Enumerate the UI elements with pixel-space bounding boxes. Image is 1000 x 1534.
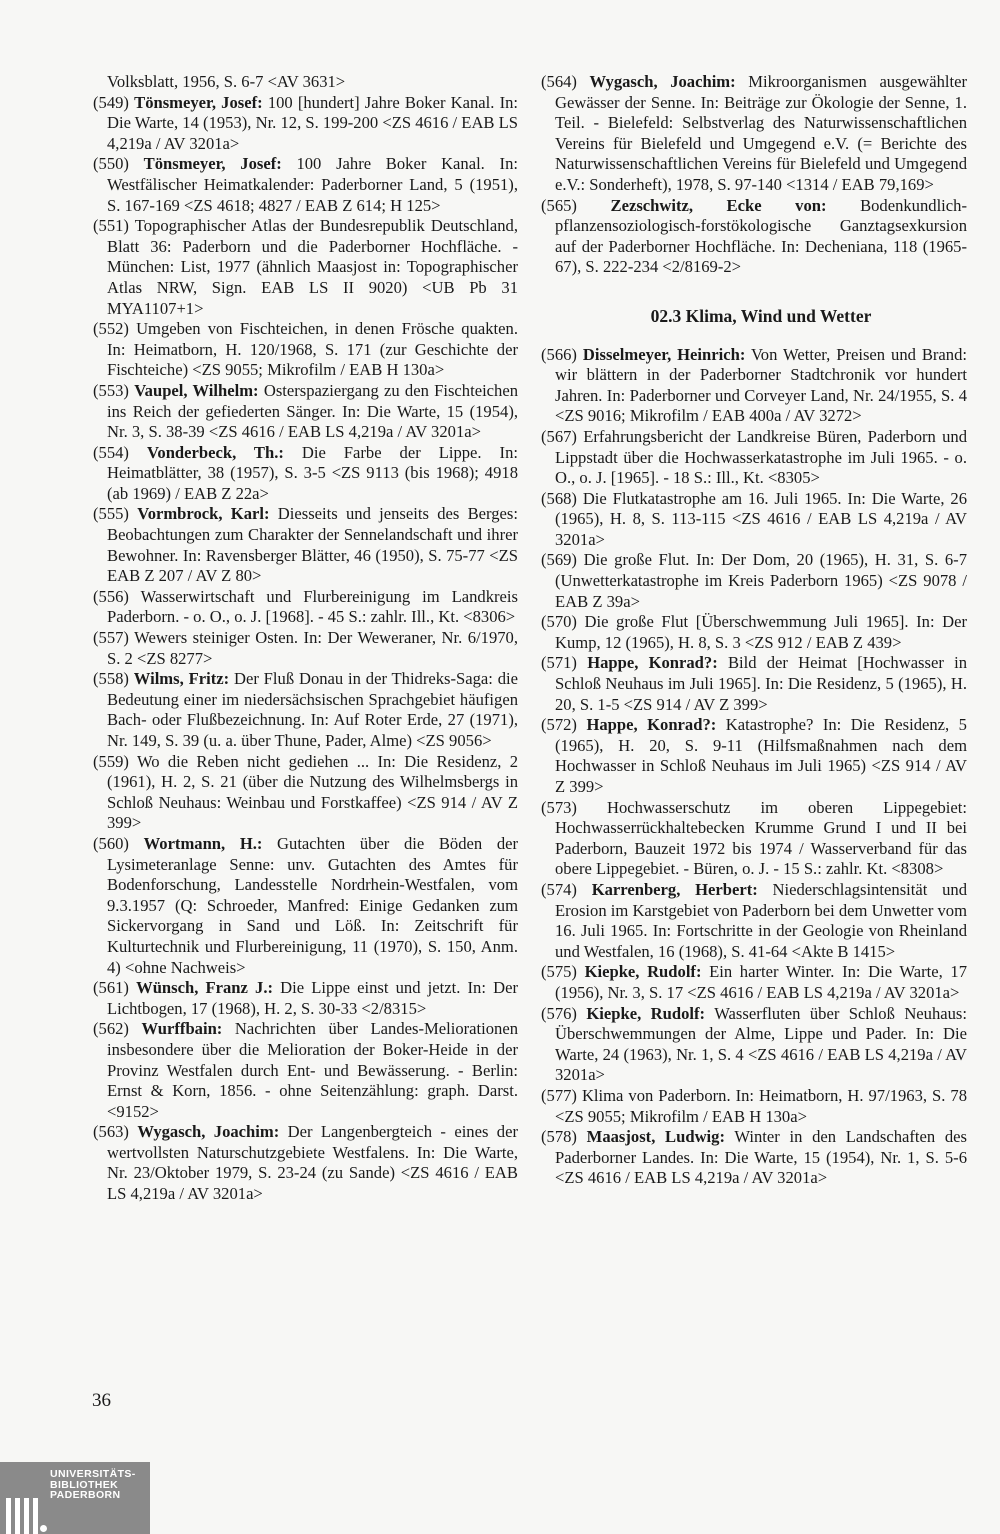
entry-number: (559) bbox=[93, 751, 129, 771]
entry-text: Katastrophe? In: Die Residenz, 5 (1965), H. 20, S. 9-11 (Hilfsmaßnahmen nach dem Hochwasser in Schloß Neuhaus im Juli 1965) <ZS 914 / AV Z 399> bbox=[555, 715, 967, 796]
bibliography-entry bbox=[93, 834, 518, 978]
footer bbox=[0, 1462, 1000, 1534]
entry-number: (558) bbox=[93, 669, 129, 689]
bibliography-entry bbox=[541, 962, 967, 1003]
entry-number: (550) bbox=[93, 154, 129, 174]
entry-number: (555) bbox=[93, 504, 129, 524]
entry-number: (568) bbox=[541, 488, 577, 508]
entry-author: Vaupel, Wilhelm: bbox=[134, 380, 259, 400]
bibliography-entry bbox=[93, 154, 518, 216]
entry-number: (576) bbox=[541, 1003, 577, 1023]
bibliography-entry bbox=[93, 381, 518, 443]
entry-number: (566) bbox=[541, 344, 577, 364]
entry-text: Diesseits und jenseits des Berges: Beobachtungen zum Charakter der Sennelandschaft und ihrer Bewohner. In: Ravensberger Blätter, 46 (1950), S. 75-77 <ZS EAB Z 207 / AV Z 80> bbox=[107, 504, 518, 586]
entry-author: Kiepke, Rudolf: bbox=[584, 962, 702, 982]
page-number: 36 bbox=[92, 1390, 111, 1411]
entry-author: Vonderbeck, Th.: bbox=[146, 442, 284, 462]
entry-author: Disselmeyer, Heinrich: bbox=[582, 344, 746, 364]
entry-number: (552) bbox=[93, 319, 129, 339]
entry-author: Wurffbain: bbox=[141, 1019, 223, 1039]
bibliography-entry bbox=[541, 880, 967, 962]
entry-author: Wygasch, Joachim: bbox=[589, 72, 736, 91]
entry-number: (570) bbox=[541, 612, 577, 632]
entry-author: Wortmann, H.: bbox=[143, 833, 263, 853]
bibliography-entry bbox=[93, 1019, 518, 1122]
entry-text: Die große Flut. In: Der Dom, 20 (1965), H. 31, S. 6-7 (Unwetterkatastrophe im Kreis Paderborn 1965) <ZS 9078 / EAB Z 39a> bbox=[555, 550, 967, 611]
entry-text: Topographischer Atlas der Bundesrepublik Deutschland, Blatt 36: Paderborn und die Paderborner Hochfläche. - München: List, 1977 (ähnlich Maasjost in: Topographischer Atlas NRW, Sign. EAB LS II 9020) <UB Pb 31 MYA1107+1> bbox=[107, 216, 518, 318]
right-column bbox=[541, 72, 967, 1189]
bibliography-entry bbox=[541, 1086, 967, 1127]
entry-text: Erfahrungsbericht der Landkreise Büren, Paderborn und Lippstadt über die Hochwasserkatastrophe im Juli 1965. - o. O., o. J. [1965]. - 18 S.: Ill., Kt. <8305> bbox=[555, 426, 967, 488]
bibliography-entry bbox=[541, 72, 967, 196]
entry-text: 100 Jahre Boker Kanal. In: Westfälischer Heimatkalender: Paderborner Land, 5 (1951), S. 167-169 <ZS 4618; 4827 / EAB Z 614; H 125> bbox=[107, 154, 518, 215]
bibliography-entry bbox=[93, 93, 518, 155]
entry-number: (578) bbox=[541, 1127, 577, 1147]
bibliography-entry bbox=[541, 1004, 967, 1086]
bibliography-entry bbox=[541, 196, 967, 278]
logo-line: PADERBORN bbox=[50, 1489, 121, 1501]
entry-text: 100 [hundert] Jahre Boker Kanal. In: Die Warte, 14 (1953), Nr. 12, S. 199-200 <ZS 4616 / EAB LS 4,219a / AV 3201a> bbox=[107, 92, 519, 153]
entry-text: Die Farbe der Lippe. In: Heimatblätter, 38 (1957), S. 3-5 <ZS 9113 (bis 1968); 4918 (ab 1969) / EAB Z 22a> bbox=[107, 442, 518, 503]
bibliography-entry bbox=[541, 715, 967, 797]
entry-text: Mikroorganismen ausgewählter Gewässer der Senne. In: Beiträge zur Ökologie der Senne, 1. Teil. - Bielefeld: Selbstverlag des Naturwissenschaftlichen Vereins für Bielefeld und Umgegend e.V. (= Berichte des Naturwissenschaftlichen Vereins für Bielefeld und Umgegend e.V.: Sonderheft), 1978, S. 97-140 <1314 / EAB 79,169> bbox=[555, 72, 967, 194]
left-entry-list bbox=[93, 93, 518, 1205]
entry-number: (563) bbox=[93, 1122, 129, 1142]
entry-text: Gutachten über die Böden der Lysimeteranlage Senne: unv. Gutachten des Amtes für Bodenforschung, Landesstelle Nordrhein-Westfalen, vom 9.3.1957 (Q: Schroeder, Manfred: Einige Gedanken zum Sickervorgang in Sand und Löß. In: Zeitschrift für Kulturtechnik und Flurbereinigung, 11 (1970), S. 150, Anm. 4) <ohne Nachweis> bbox=[107, 833, 519, 977]
entry-number: (571) bbox=[541, 653, 577, 673]
left-column bbox=[93, 72, 518, 1205]
bibliography-entry bbox=[93, 669, 518, 751]
bibliography-entry bbox=[541, 427, 967, 489]
bibliography-entry bbox=[93, 628, 518, 669]
entry-number: (565) bbox=[541, 195, 577, 215]
entry-author: Wünsch, Franz J.: bbox=[136, 978, 274, 998]
entry-text: Umgeben von Fischteichen, in denen Frösche quakten. In: Heimatborn, H. 120/1968, S. 171 (zur Geschichte der Fischteiche) <ZS 9055; Mikrofilm / EAB H 130a> bbox=[107, 319, 518, 380]
entry-text: Hochwasserschutz im oberen Lippegebiet: Hochwasserrückhaltebecken Krumme Grund I und II bei Paderborn, Bauzeit 1972 bis 1974 / Wasserverband für das obere Lippegebiet. - Büren, o. J. - 15 S.: zahlr. Kt. <8308> bbox=[555, 797, 967, 879]
entry-number: (560) bbox=[93, 833, 129, 853]
entry-text: Der Langenbergteich - eines der wertvollsten Naturschutzgebiete Westfalens. In: Die Warte, Nr. 23/Oktober 1979, S. 23-24 (zu Sande) <ZS 4616 / EAB LS 4,219a / AV 3201a> bbox=[107, 1122, 518, 1204]
entry-text: Der Fluß Donau in der Thidreks-Saga: die Bedeutung einer im niedersächsischen Sprachgebiet häufigen Bach- oder Flußbezeichnung. In: Auf Roter Erde, 27 (1971), Nr. 149, S. 39 (u. a. über Thune, Pader, Alme) <ZS 9056> bbox=[107, 669, 519, 750]
bibliography-entry bbox=[541, 653, 967, 715]
entry-text: Wasserwirtschaft und Flurbereinigung im Landkreis Paderborn. - o. O., o. J. [1968]. - 45 S.: zahlr. Ill., Kt. <8306> bbox=[107, 586, 518, 627]
entry-text: Die Lippe einst und jetzt. In: Der Lichtbogen, 17 (1968), H. 2, S. 30-33 <2/8315> bbox=[107, 978, 518, 1018]
section-heading: 02.3 Klima, Wind und Wetter bbox=[650, 305, 872, 326]
entry-number: (553) bbox=[93, 380, 129, 400]
entry-author: Wygasch, Joachim: bbox=[137, 1122, 280, 1142]
entry-number: (569) bbox=[541, 550, 577, 570]
entry-text: Von Wetter, Preisen und Brand: wir blättern in der Paderborner Stadtchronik vor hundert Jahren. In: Paderborner und Corveyer Land, Nr. 24/1955, S. 4 <ZS 9016; Mikrofilm / EAB 400a / AV 3272> bbox=[555, 344, 967, 426]
entry-number: (557) bbox=[93, 628, 129, 648]
continuation-text: Volksblatt, 1956, S. 6-7 <AV 3631> bbox=[107, 72, 346, 91]
entry-text: Bodenkundlich-pflanzensoziologisch-forstökologische Ganztagsexkursion auf der Paderborner Hochfläche. In: Decheniana, 118 (1965-67), S. 222-234 <2/8169-2> bbox=[555, 195, 967, 277]
logo-line: BIBLIOTHEK bbox=[50, 1478, 119, 1491]
entry-author: Tönsmeyer, Josef: bbox=[143, 154, 282, 174]
bibliography-entry bbox=[93, 1122, 518, 1204]
entry-author: Happe, Konrad?: bbox=[586, 715, 717, 735]
bibliography-entry bbox=[93, 978, 518, 1019]
right-entry-list bbox=[541, 345, 967, 1189]
entry-text: Die Flutkatastrophe am 16. Juli 1965. In: Die Warte, 26 (1965), H. 8, S. 113-115 <ZS 4616 / EAB LS 4,219a / AV 3201a> bbox=[555, 488, 967, 549]
entry-number: (567) bbox=[541, 426, 577, 446]
entry-text: Bild der Heimat [Hochwasser in Schloß Neuhaus im Juli 1965]. In: Die Residenz, 5 (1965), H. 20, S. 1-5 <ZS 914 / AV Z 399> bbox=[555, 653, 967, 714]
entry-number: (556) bbox=[93, 586, 129, 606]
bibliography-entry bbox=[93, 216, 518, 319]
entry-number: (577) bbox=[541, 1085, 577, 1105]
bibliography-entry bbox=[541, 345, 967, 427]
entry-author: Zezschwitz, Ecke von: bbox=[610, 195, 827, 215]
entry-number: (564) bbox=[541, 72, 577, 91]
logo-bars-icon bbox=[6, 1462, 46, 1534]
entry-author: Vormbrock, Karl: bbox=[137, 504, 270, 524]
entry-text: Wewers steiniger Osten. In: Der Weweraner, Nr. 6/1970, S. 2 <ZS 8277> bbox=[107, 628, 518, 668]
right-entry-list-top bbox=[541, 72, 967, 278]
entry-author: Happe, Konrad?: bbox=[587, 653, 718, 673]
entry-author: Kiepke, Rudolf: bbox=[586, 1003, 706, 1023]
entry-author: Karrenberg, Herbert: bbox=[591, 879, 758, 899]
entry-author: Wilms, Fritz: bbox=[133, 669, 230, 689]
entry-number: (573) bbox=[541, 797, 577, 817]
entry-text: Klima von Paderborn. In: Heimatborn, H. 97/1963, S. 78 <ZS 9055; Mikrofilm / EAB H 130a> bbox=[555, 1085, 967, 1126]
bibliography-entry bbox=[541, 550, 967, 612]
entry-text: Wasserfluten über Schloß Neuhaus: Überschwemmungen der Alme, Lippe und Pader. In: Die Warte, 24 (1963), Nr. 1, S. 4 <ZS 4616 / EAB LS 4,219a / AV 3201a> bbox=[555, 1003, 967, 1085]
entry-number: (561) bbox=[93, 978, 129, 998]
entry-text: Osterspaziergang zu den Fischteichen ins Reich der gefiederten Sänger. In: Die Warte, 15 (1954), Nr. 3, S. 38-39 <ZS 4616 / EAB LS 4,219a / AV 3201a> bbox=[107, 380, 518, 442]
logo-text bbox=[50, 1469, 136, 1501]
entry-number: (562) bbox=[93, 1019, 129, 1039]
entry-number: (549) bbox=[93, 92, 129, 112]
bibliography-entry bbox=[541, 489, 967, 551]
bibliography-entry bbox=[541, 1127, 967, 1189]
entry-author: Maasjost, Ludwig: bbox=[586, 1127, 725, 1147]
bibliography-entry bbox=[541, 612, 967, 653]
bibliography-entry bbox=[93, 752, 518, 834]
bibliography-entry bbox=[93, 319, 518, 381]
entry-number: (575) bbox=[541, 962, 577, 982]
entry-text: Winter in den Landschaften des Paderborner Landes. In: Die Warte, 15 (1954), Nr. 1, S. 5-6 <ZS 4616 / EAB LS 4,219a / AV 3201a> bbox=[555, 1127, 968, 1188]
entry-text: Die große Flut [Überschwemmung Juli 1965]. In: Der Kump, 12 (1965), H. 8, S. 3 <ZS 912 / EAB Z 439> bbox=[555, 612, 967, 652]
entry-text: Wo die Reben nicht gediehen ... In: Die Residenz, 2 (1961), H. 2, S. 21 (über die Nutzung des Wilhelmsbergs in Schloß Neuhaus: Weinbau und Forstkaffee) <ZS 914 / AV Z 399> bbox=[107, 751, 518, 833]
entry-author: Tönsmeyer, Josef: bbox=[134, 92, 263, 112]
bibliography-entry bbox=[541, 798, 967, 880]
entry-text: Ein harter Winter. In: Die Warte, 17 (1956), Nr. 3, S. 17 <ZS 4616 / EAB LS 4,219a / AV 3201a> bbox=[555, 962, 967, 1002]
bibliography-entry bbox=[93, 587, 518, 628]
entry-text: Nachrichten über Landes-Meliorationen insbesondere über die Melioration der Boker-Heide in der Provinz Westfalen durch Ent- und Bewässerung. - Berlin: Ernst & Korn, 1856. - ohne Seitenzählung: graph. Darst. <9152> bbox=[107, 1019, 518, 1121]
bibliography-entry bbox=[93, 443, 518, 505]
entry-number: (574) bbox=[541, 879, 577, 899]
bibliography-entry bbox=[93, 504, 518, 586]
library-logo bbox=[0, 1462, 150, 1534]
entry-number: (554) bbox=[93, 442, 129, 462]
entry-text: Niederschlagsintensität und Erosion im Karstgebiet von Paderborn bei dem Unwetter vom 16. Juli 1965. In: Fortschritte in der Geologie von Rheinland und Westfalen, 16 (1968), S. 41-64 <Akte B 1415> bbox=[555, 879, 967, 961]
entry-number: (572) bbox=[541, 715, 577, 735]
entry-number: (551) bbox=[93, 216, 129, 236]
logo-line: UNIVERSITÄTS- bbox=[50, 1468, 136, 1480]
